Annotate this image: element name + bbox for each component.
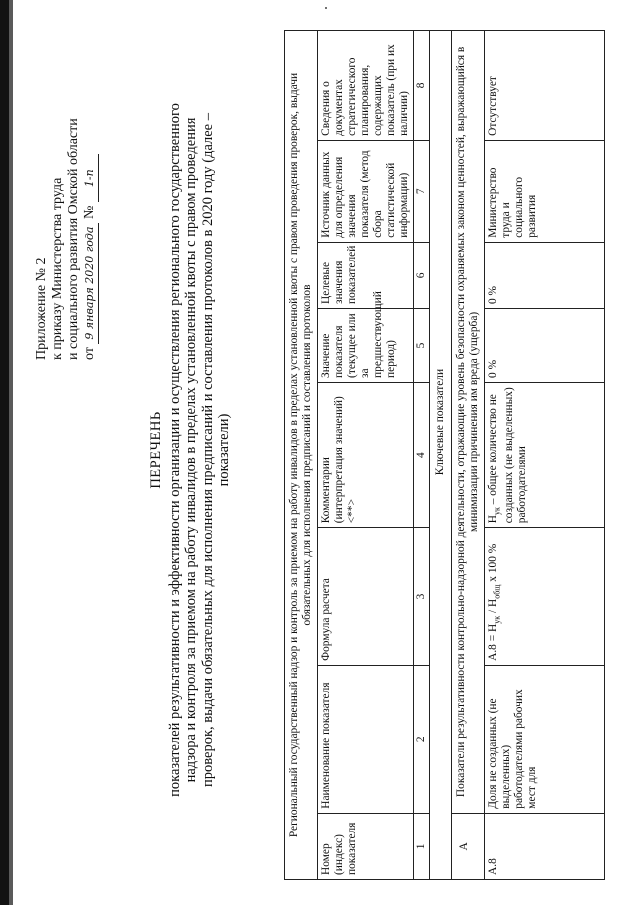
scan-edge-shadow <box>9 0 13 905</box>
column-title: Наименование показателя <box>318 665 414 813</box>
column-title: Комментарии (интерпретация значений) <**> <box>318 382 414 527</box>
group-index: А <box>452 813 485 879</box>
row-value: 0 % <box>485 309 605 383</box>
group-row <box>452 31 485 880</box>
column-number: 5 <box>414 309 430 383</box>
column-number: 1 <box>414 813 430 879</box>
appendix-ministry: и социального развития Омской области <box>66 118 81 360</box>
scan-speck <box>325 7 327 9</box>
row-documents: Отсутствует <box>485 31 605 141</box>
column-title: Сведения о документах стратегического планирования, содержащих показатель (при их наличии) <box>318 31 414 141</box>
row-index: А.8 <box>485 813 605 879</box>
rotated-page-content <box>30 20 639 880</box>
handwritten-number: 1-п <box>82 154 99 202</box>
appendix-order-ref: к приказу Министерства труда <box>50 177 65 360</box>
table-header: Региональный государственный надзор и контроль за приемом на работу инвалидов в пределах установленной квоты с правом проведения проверок, выдачи обязательных для исполнения предписаний и составления протоколов <box>285 31 318 880</box>
row-source: Министерство труда и социального развития <box>485 140 605 242</box>
column-number: 3 <box>414 528 430 666</box>
appendix-date-line <box>82 60 99 360</box>
row-comment: $Н_{ук}$ – общее количество не созданных (не выделенных) работодателями <box>485 382 605 527</box>
document-title <box>148 20 233 880</box>
column-number: 7 <box>414 140 430 242</box>
column-title: Номер (индекс) показателя <box>318 813 414 879</box>
title-heading: ПЕРЕЧЕНЬ <box>148 411 164 489</box>
scan-edge-dark <box>0 0 9 905</box>
column-title: Целевые значения показателей <box>318 242 414 308</box>
column-numbers-row <box>414 31 430 880</box>
section-row <box>430 31 452 880</box>
column-title: Источник данных для определения значения показателя (метод сбора статистической информации) <box>318 140 414 242</box>
row-target: 0 % <box>485 242 605 308</box>
number-label: № <box>82 205 97 220</box>
table-header-row <box>285 31 318 880</box>
appendix-block <box>34 60 99 360</box>
column-number: 2 <box>414 665 430 813</box>
handwritten-date: 9 января 2020 года <box>82 223 99 344</box>
column-number: 6 <box>414 242 430 308</box>
column-titles-row <box>318 31 414 880</box>
group-text: Показатели результативности контрольно-надзорной деятельности, отражающие уровень безопасности охраняемых законом ценностей, выражающийся в минимизации причинения им вреда (ущерба) <box>452 31 485 814</box>
title-text: показателей результативности и эффективности организации и осуществления регионального государственного надзора и контроля за приемом на работу инвалидов в пределах установленной квоты с правом проведения проверок, выдачи обязательных для исполнения предписаний и составления протоколов в 2020 году (далее – показатели) <box>166 103 232 797</box>
row-name: Доля не созданных (не выделенных) работодателями рабочих мест для <box>485 665 605 813</box>
section-key-indicators: Ключевые показатели <box>430 31 452 814</box>
from-label: от <box>82 347 97 360</box>
table-row <box>485 31 605 880</box>
column-title: Формула расчета <box>318 528 414 666</box>
indicators-table <box>284 30 605 880</box>
column-number: 4 <box>414 382 430 527</box>
appendix-number: Приложение № 2 <box>34 257 49 360</box>
row-formula: $А.8 = Н_{ук} / Н_{общ}$ х 100 % <box>485 528 605 666</box>
column-number: 8 <box>414 31 430 141</box>
column-title: Значение показателя (текущее или за предшествующий период) <box>318 309 414 383</box>
